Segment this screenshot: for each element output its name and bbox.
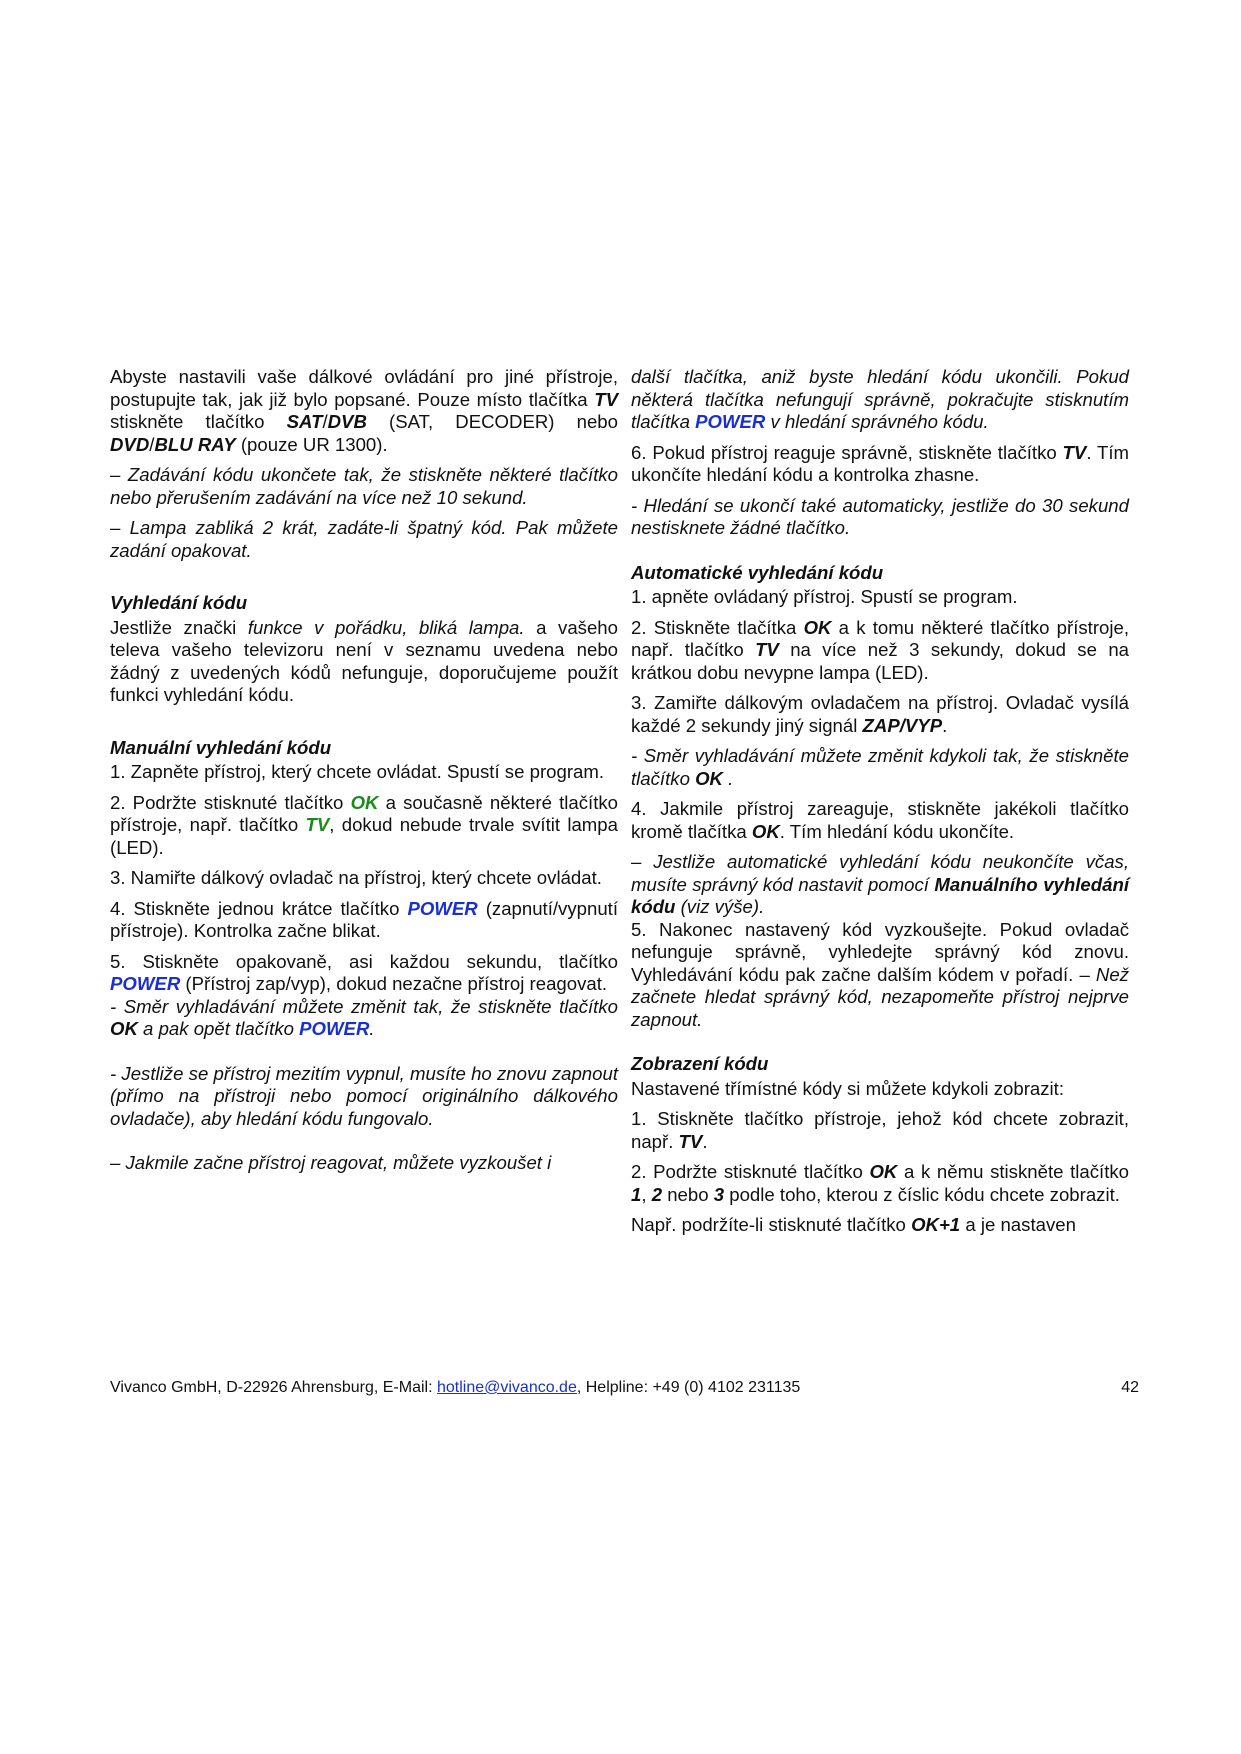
auto-step-4: 4. Jakmile přístroj zareaguje, stiskněte jakékoli tlačítko kromě tlačítka OK. Tím hledání kódu ukončíte. <box>631 798 1129 842</box>
manual-step-1: 1. Zapněte přístroj, který chcete ovládat. Spustí se program. <box>110 761 605 782</box>
code-search-paragraph: Jestliže znački funkce v pořádku, bliká lampa. a vašeho televa vašeho televizoru není v seznamu uvedena nebo žádný z uvedených kódů nefunguje, doporučujeme použít funkci vyhledání kódu. <box>110 616 618 705</box>
key-tv: TV <box>594 388 618 410</box>
manual-step-4: 4. Stiskněte jednou krátce tlačítko POWER (zapnutí/vypnutí přístroje). Kontrolka začne blikat. <box>110 897 618 941</box>
key-power: POWER <box>695 411 766 432</box>
manual-step-3: 3. Namiřte dálkový ovladač na přístroj, který chcete ovládat. <box>110 867 602 888</box>
footer-company: Vivanco GmbH, D-22926 Ahrensburg, E-Mail: <box>110 1379 437 1396</box>
key-zap-vyp: ZAP/VYP <box>862 714 943 736</box>
key-power: POWER <box>299 1018 370 1039</box>
key-dvd: DVD <box>110 433 150 455</box>
key-ok-plus-1: OK+1 <box>911 1214 961 1235</box>
note-direction: - Směr vyhladávání můžete změnit tak, že stiskněte tlačítko OK a pak opět tlačítko POWER. <box>110 995 618 1039</box>
key-power: POWER <box>110 973 181 994</box>
heading-code-search: Vyhledání kódu <box>110 592 248 613</box>
auto-step-3: 3. Zamiřte dálkovým ovladačem na přístroj. Ovladač vysílá každé 2 sekundy jiný signál ZAP/VYP. <box>631 692 1129 736</box>
manual-step-6: 6. Pokud přístroj reaguje správně, stiskněte tlačítko TV. Tím ukončíte hledání kódu a kontrolka zhasne. <box>631 441 1129 485</box>
intro-paragraph: Abyste nastavili vaše dálkové ovládání pro jiné přístroje, postupujte tak, jak již bylo popsané. Pouze místo tlačítka TV stiskněte tlačítko SAT/DVB (SAT, DECODER) nebo DVD/BLU RAY (pouze UR 1300). <box>110 366 618 455</box>
auto-step-2: 2. Stiskněte tlačítka OK a k tomu některé tlačítko přístroje, např. tlačítko TV na více než 3 sekundy, dokud se na krátkou dobu nevypne lampa (LED). <box>631 616 1130 683</box>
key-2: 2 <box>651 1183 663 1205</box>
key-bluray: BLU RAY <box>154 433 236 455</box>
heading-show-code: Zobrazení kódu <box>631 1053 769 1074</box>
heading-manual-search: Manuální vyhledání kódu <box>110 736 332 758</box>
manual-step-2: 2. Podržte stisknuté tlačítko OK a současně některé tlačítko přístroje, např. tlačítko TV, dokud nebude trvale svítit lampa (LED). <box>110 791 618 858</box>
key-ok: OK <box>751 820 780 842</box>
key-power: POWER <box>407 897 478 919</box>
left-column <box>110 366 618 1183</box>
key-ok: OK <box>869 1161 898 1182</box>
key-sat: SAT <box>286 411 323 432</box>
footer-helpline: , Helpline: +49 (0) 4102 231135 <box>576 1379 801 1396</box>
footer-email-link[interactable]: hotline@vivanco.de <box>436 1379 577 1396</box>
note-auto-timeout: - Hledání se ukončí také automaticky, jestliže do 30 sekund nestisknete žádné tlačítko. <box>631 494 1129 538</box>
key-dvb: DVB <box>327 411 367 432</box>
note-device-reacts: – Jakmile začne přístroj reagovat, můžete vyzkoušet i <box>110 1152 552 1173</box>
note-lamp-blink: – Lampa zabliká 2 krát, zadáte-li špatný kód. Pak můžete zadání opakovat. <box>110 517 618 561</box>
key-tv: TV <box>305 814 330 835</box>
note-auto-direction: - Směr vyhladávání můžete změnit kdykoli tak, že stiskněte tlačítko OK . <box>631 745 1129 789</box>
key-1: 1 <box>631 1183 642 1205</box>
key-3: 3 <box>713 1183 725 1205</box>
page-number: 42 <box>1121 1379 1139 1396</box>
key-ok: OK <box>350 791 379 813</box>
show-code-intro: Nastavené třímístné kódy si můžete kdykoli zobrazit: <box>631 1077 1064 1099</box>
key-ok: OK <box>110 1018 138 1039</box>
heading-auto-search: Automatické vyhledání kódu <box>631 561 884 583</box>
key-tv: TV <box>1062 441 1087 463</box>
manual-step-5: 5. Stiskněte opakovaně, asi každou sekundu, tlačítko POWER (Přístroj zap/vyp), dokud nezačne přístroj reagovat. <box>110 950 618 994</box>
show-step-2: 2. Podržte stisknuté tlačítko OK a k němu stiskněte tlačítko 1, 2 nebo 3 podle toho, kterou z číslic kódu chcete zobrazit. <box>631 1161 1129 1205</box>
key-tv: TV <box>678 1130 703 1152</box>
auto-step-1: 1. apněte ovládaný přístroj. Spustí se program. <box>631 586 1018 607</box>
page-footer <box>110 1378 1139 1398</box>
show-step-1: 1. Stiskněte tlačítko přístroje, jehož kód chcete zobrazit, např. TV. <box>631 1108 1129 1152</box>
show-example: Např. podržíte-li stisknuté tlačítko OK+1 a je nastaven <box>631 1214 1076 1235</box>
note-device-off: - Jestliže se přístroj mezitím vypnul, musíte ho znovu zapnout (přímo na přístroji nebo pomocí originálního dálkového ovladače), aby hledání kódu fungovalo. <box>110 1062 618 1129</box>
note-auto-not-finished: – Jestliže automatické vyhledání kódu neukončíte včas, musíte správný kód nastavit pomocí Manuálního vyhledání kódu (viz výše). <box>631 851 1129 917</box>
auto-step-5: 5. Nakonec nastavený kód vyzkoušejte. Pokud ovladač nefunguje správně, vyhledejte správný kód znovu. Vyhledávání kódu pak začne dalším kódem v pořadí. – Než začnete hledat správný kód, nezapomeňte přístroj nejprve zapnout. <box>631 918 1129 1030</box>
key-ok: OK <box>695 767 723 789</box>
note-finish-input: – Zadávání kódu ukončete tak, že stiskněte některé tlačítko nebo přerušením zadávání na více než 10 sekund. <box>110 464 618 508</box>
right-column <box>631 366 1129 1245</box>
key-tv: TV <box>755 639 779 660</box>
key-ok: OK <box>803 616 832 638</box>
note-other-keys: další tlačítka, aniž byste hledání kódu ukončili. Pokud některá tlačítka nefungují správně, pokračujte stisknutím tlačítka POWER v hledání správného kódu. <box>631 366 1129 432</box>
